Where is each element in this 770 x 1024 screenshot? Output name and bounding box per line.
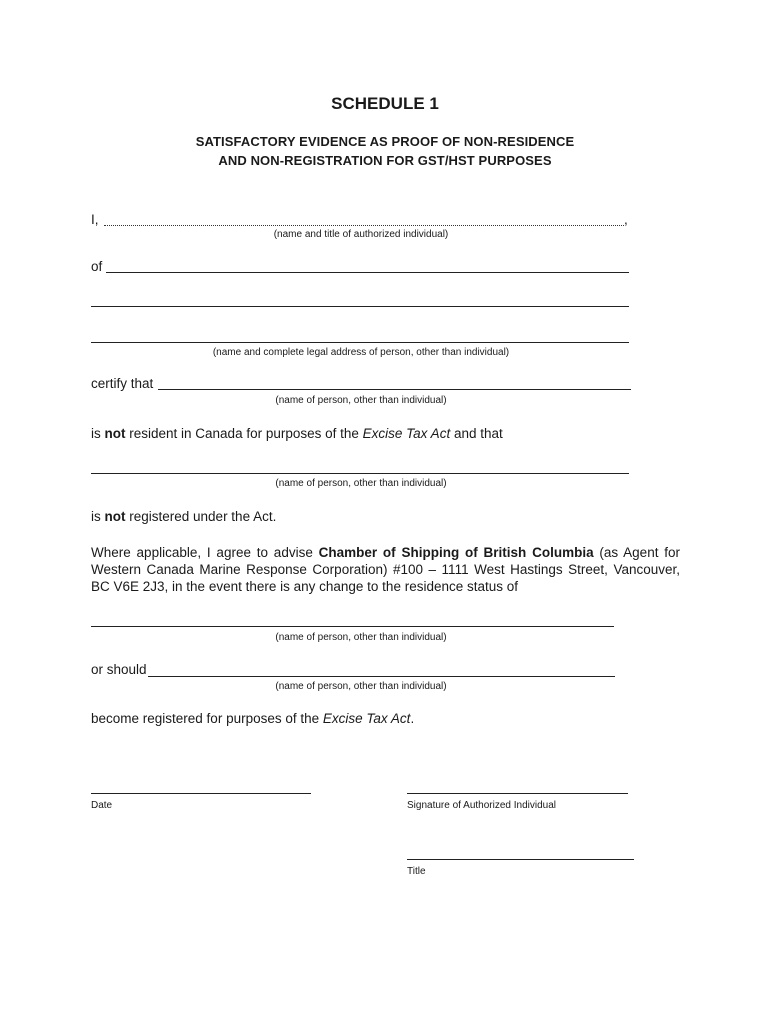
- signature-field[interactable]: [407, 793, 628, 794]
- third-person-field[interactable]: [91, 626, 614, 627]
- document-subtitle-line2: AND NON-REGISTRATION FOR GST/HST PURPOSES: [218, 153, 552, 168]
- or-should-person-field[interactable]: [148, 676, 615, 677]
- legal-address-field-3[interactable]: [91, 342, 629, 343]
- authorized-individual-suffix: ,: [624, 212, 628, 227]
- not-resident-statement: is not resident in Canada for purposes of the Excise Tax Act and that: [91, 426, 503, 441]
- second-person-caption: (name of person, other than individual): [275, 478, 447, 489]
- become-registered-statement: become registered for purposes of the Excise Tax Act.: [91, 711, 415, 726]
- of-prefix: of: [91, 259, 103, 274]
- signature-label: Signature of Authorized Individual: [407, 800, 556, 811]
- certify-person-field[interactable]: [158, 389, 631, 390]
- certify-person-caption: (name of person, other than individual): [275, 395, 447, 406]
- title-field[interactable]: [407, 859, 634, 860]
- certify-prefix: certify that: [91, 376, 154, 391]
- date-field[interactable]: [91, 793, 311, 794]
- title-label: Title: [407, 866, 426, 877]
- legal-address-field-1[interactable]: [106, 272, 629, 273]
- date-label: Date: [91, 800, 113, 811]
- where-applicable-paragraph: Where applicable, I agree to advise Chamber of Shipping of British Columbia (as Agent for Western Canada Marine Response Corporation) #100 – 1111 West Hastings Street, Vancouver, BC V6E 2J3, in the event there is any change to the residence status of: [91, 545, 680, 594]
- legal-address-caption: (name and complete legal address of person, other than individual): [212, 347, 510, 358]
- third-person-caption: (name of person, other than individual): [275, 632, 447, 643]
- legal-address-field-2[interactable]: [91, 306, 629, 307]
- authorized-individual-prefix: I,: [91, 212, 99, 227]
- authorized-individual-field[interactable]: [104, 225, 624, 226]
- or-should-caption: (name of person, other than individual): [275, 681, 447, 692]
- document-subtitle-line1: SATISFACTORY EVIDENCE AS PROOF OF NON-RESIDENCE: [195, 134, 575, 149]
- or-should-prefix: or should: [91, 662, 147, 677]
- second-person-field[interactable]: [91, 473, 629, 474]
- authorized-individual-caption: (name and title of authorized individual): [273, 229, 449, 240]
- not-registered-statement: is not registered under the Act.: [91, 509, 277, 524]
- document-title: SCHEDULE 1: [331, 94, 439, 113]
